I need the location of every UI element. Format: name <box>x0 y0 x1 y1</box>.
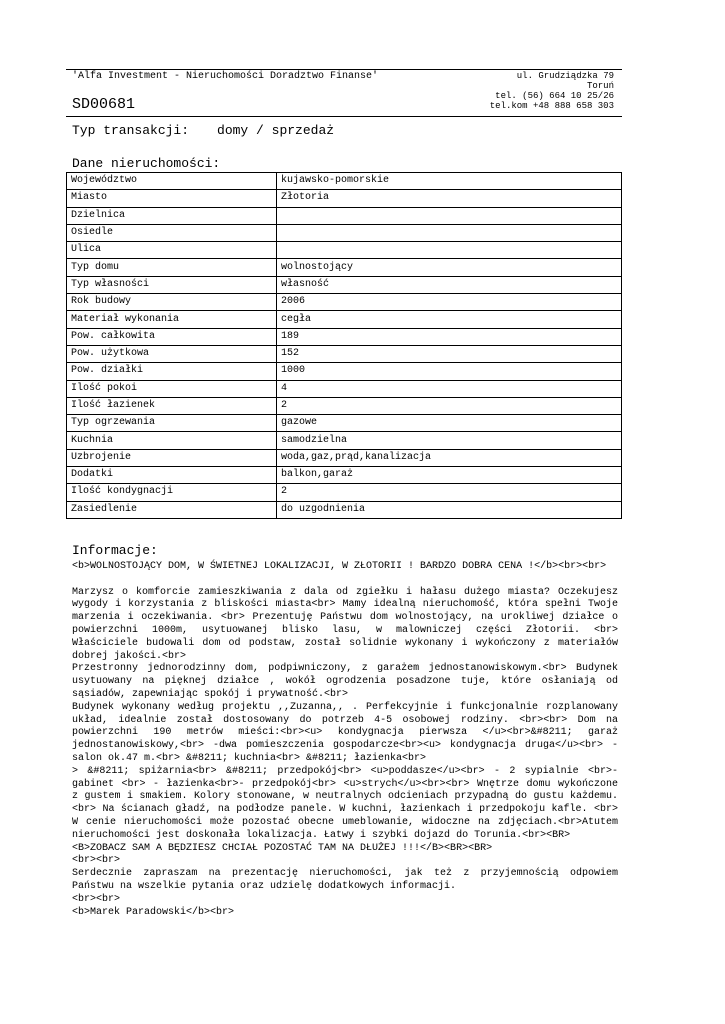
property-value: do uzgodnienia <box>277 501 622 518</box>
info-paragraph: Budynek wykonany według projektu ,,Zuzanna,, . Perfekcyjnie i funkcjonalnie rozplanowany układ, idealnie został dostosowany do potrzeb 4-5 osobowej rodziny. <br><br> Dom na powierzchni 190 metrów mieści:<br><u> kondygnacja pierwsza </u><br>&#8211; garaż jednostanowiskowy,<br> -dwa pomieszczenia gospodarcze<br><u> kondygnacja druga</u><br> - salon ok.47 m.<br> &#8211; kuchnia<br> &#8211; łazienka<br> <box>72 701 618 764</box>
table-row <box>67 363 622 380</box>
property-value: 2 <box>277 397 622 414</box>
table-row <box>67 432 622 449</box>
property-label: Dodatki <box>67 467 277 484</box>
info-paragraph: Marzysz o komforcie zamieszkiwania z dala od zgiełku i hałasu dużego miasta? Oczekujesz wygody i korzystania z bliskości miasta<br> Mamy idealną nieruchomość, która spełni Twoje marzenia i oczekiwania. <br> Prezentuję Państwu dom wolnostojący, na urokliwej działce o powierzchni 1000m, usytuowanej blisko lasu, w malowniczej części Złotorii. <br> Właściciele budowali dom od podstaw, został solidnie wykonany i wykończony z materiałów dobrej jakości.<br> <box>72 586 618 662</box>
property-value: 2 <box>277 484 622 501</box>
property-label: Materiał wykonania <box>67 311 277 328</box>
property-value: 4 <box>277 380 622 397</box>
table-row <box>67 467 622 484</box>
address-street: ul. Grudziądzka 79 <box>516 71 614 81</box>
property-value: cegła <box>277 311 622 328</box>
address-phone: tel. (56) 664 10 25/26 <box>495 91 614 101</box>
property-value <box>277 224 622 241</box>
address-mobile: tel.kom +48 888 658 303 <box>489 101 614 111</box>
table-row <box>67 345 622 362</box>
property-label: Pow. całkowita <box>67 328 277 345</box>
header-top-rule <box>66 69 622 70</box>
property-value: własność <box>277 276 622 293</box>
property-value: wolnostojący <box>277 259 622 276</box>
property-label: Rok budowy <box>67 294 277 311</box>
property-label: Ulica <box>67 242 277 259</box>
property-label: Dzielnica <box>67 207 277 224</box>
property-label: Osiedle <box>67 224 277 241</box>
property-value <box>277 207 622 224</box>
table-row <box>67 449 622 466</box>
table-row <box>67 311 622 328</box>
property-value <box>277 242 622 259</box>
info-paragraph: <b>WOLNOSTOJĄCY DOM, W ŚWIETNEJ LOKALIZACJI, W ZŁOTORII ! BARDZO DOBRA CENA !</b><br><br> <box>72 561 607 572</box>
table-row <box>67 224 622 241</box>
table-row <box>67 501 622 518</box>
property-value: 2006 <box>277 294 622 311</box>
document-id: SD00681 <box>72 96 136 113</box>
address-city: Toruń <box>586 81 614 91</box>
transaction-value: domy / sprzedaż <box>217 123 335 138</box>
property-table <box>66 172 622 519</box>
property-label: Typ własności <box>67 276 277 293</box>
property-label: Ilość kondygnacji <box>67 484 277 501</box>
table-row <box>67 242 622 259</box>
header-bottom-rule <box>66 116 622 117</box>
property-label: Województwo <box>67 173 277 190</box>
company-name: 'Alfa Investment - Nieruchomości Doradztwo Finanse' <box>72 71 379 82</box>
info-section-title: Informacje: <box>72 543 158 558</box>
table-row <box>67 294 622 311</box>
property-value: Złotoria <box>277 190 622 207</box>
property-label: Miasto <box>67 190 277 207</box>
table-row <box>67 484 622 501</box>
property-value: 1000 <box>277 363 622 380</box>
transaction-type <box>72 123 334 138</box>
property-label: Zasiedlenie <box>67 501 277 518</box>
table-row <box>67 173 622 190</box>
info-paragraph: > &#8211; spiżarnia<br> &#8211; przedpokój<br> <u>poddasze</u><br> - 2 sypialnie <br>- gabinet <br> - łazienka<br>- przedpokój<br> <u>strych</u><br><br> Wnętrze domu wykończone z gustem i smakiem. Kolory stonowane, w neutralnych odcieniach przypadną do gustu każdemu. <br> Na ścianach gładź, na podłodze panele. W kuchni, łazienkach i przedpokoju kafle. <br> W cenie nieruchomości może pozostać obecne umeblowanie, widoczne na zdjęciach.<br>Atutem nieruchomości jest doskonała lokalizacja. Łatwy i szybki dojazd do Torunia.<br><BR> <box>72 765 618 841</box>
info-paragraph: <b>Marek Paradowski</b><br> <box>72 906 235 918</box>
property-label: Typ ogrzewania <box>67 415 277 432</box>
property-value: balkon,garaż <box>277 467 622 484</box>
property-label: Typ domu <box>67 259 277 276</box>
transaction-label: Typ transakcji: <box>72 123 190 138</box>
property-value: 189 <box>277 328 622 345</box>
info-paragraph: <br><br> <box>72 893 121 905</box>
property-label: Uzbrojenie <box>67 449 277 466</box>
property-label: Kuchnia <box>67 432 277 449</box>
table-row <box>67 415 622 432</box>
property-section-title: Dane nieruchomości: <box>72 156 221 171</box>
property-label: Ilość łazienek <box>67 397 277 414</box>
table-row <box>67 328 622 345</box>
property-value: woda,gaz,prąd,kanalizacja <box>277 449 622 466</box>
info-paragraph: <br><br> <box>72 855 121 867</box>
info-paragraph: <B>ZOBACZ SAM A BĘDZIESZ CHCIAŁ POZOSTAĆ TAM NA DŁUŻEJ !!!</B><BR><BR> <box>72 842 493 854</box>
info-paragraph: Przestronny jednorodzinny dom, podpiwniczony, z garażem jednostanowiskowym.<br> Budynek usytuowany na pięknej działce , wokół ogrodzenia posadzone tuje, które osłaniają od sąsiadów, zapewniając spokój i prywatność.<br> <box>72 663 618 700</box>
property-label: Pow. użytkowa <box>67 345 277 362</box>
property-value: 152 <box>277 345 622 362</box>
table-row <box>67 397 622 414</box>
property-label: Pow. działki <box>67 363 277 380</box>
table-row <box>67 207 622 224</box>
table-row <box>67 259 622 276</box>
property-value: kujawsko-pomorskie <box>277 173 622 190</box>
table-row <box>67 276 622 293</box>
agency-address <box>490 71 614 111</box>
property-label: Ilość pokoi <box>67 380 277 397</box>
table-row <box>67 380 622 397</box>
property-value: gazowe <box>277 415 622 432</box>
info-text <box>72 561 618 919</box>
info-paragraph: Serdecznie zapraszam na prezentację nieruchomości, jak też z przyjemnością odpowiem Państwu na wszelkie pytania oraz udzielę dodatkowych informacji. <box>72 868 618 892</box>
property-value: samodzielna <box>277 432 622 449</box>
table-row <box>67 190 622 207</box>
